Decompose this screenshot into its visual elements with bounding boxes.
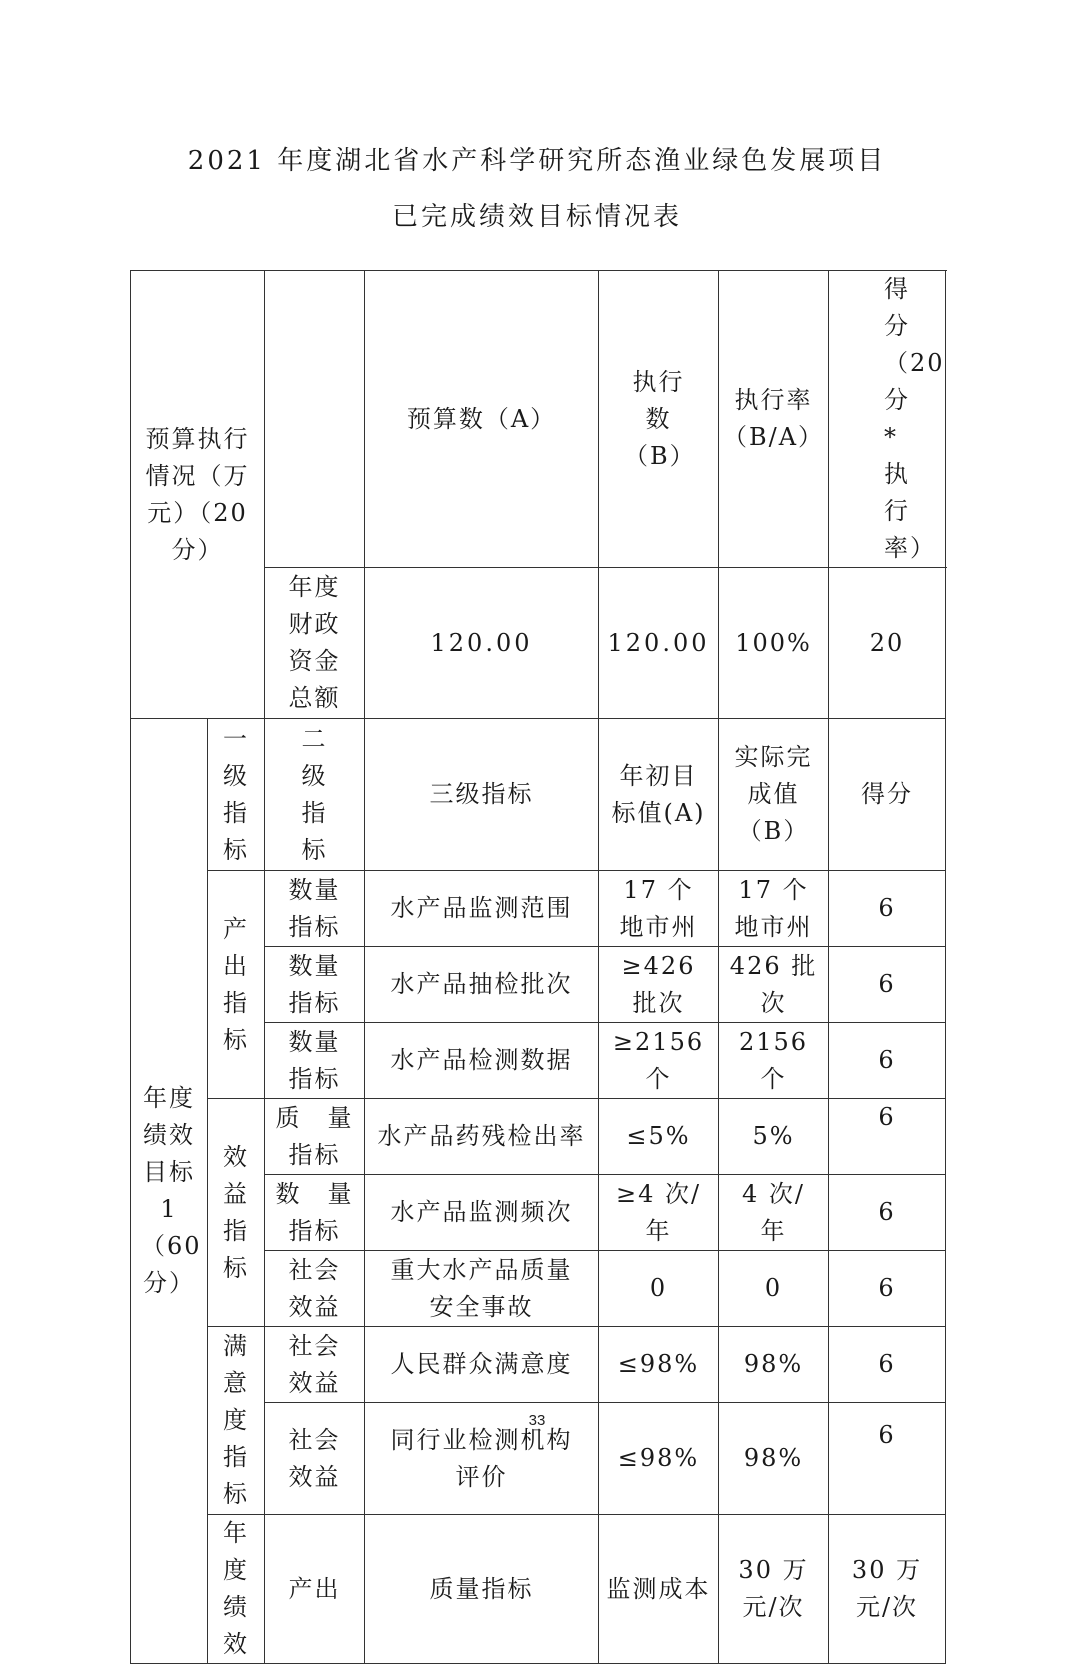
budget-section-label: 预算执行情况（万元）（20分） bbox=[131, 271, 265, 719]
level2-cell: 质 量指标 bbox=[265, 1099, 365, 1175]
level2-cell: 数 量指标 bbox=[265, 1175, 365, 1251]
header-score: 得分 bbox=[829, 719, 946, 871]
performance-table bbox=[130, 270, 946, 1664]
actual-cell: 98% bbox=[719, 1327, 829, 1403]
target-cell: ≥426批次 bbox=[599, 947, 719, 1023]
actual-cell: 98% bbox=[719, 1403, 829, 1515]
header-budget-amount: 预算数（A） bbox=[365, 271, 599, 568]
title-line-1: 2021 年度湖北省水产科学研究所态渔业绿色发展项目 bbox=[187, 146, 887, 176]
score-cell: 6 bbox=[829, 1099, 946, 1175]
header-level1: 一级指标 bbox=[208, 719, 265, 871]
level2-cell: 社会效益 bbox=[265, 1327, 365, 1403]
next-level3: 监测成本 bbox=[599, 1515, 719, 1664]
actual-cell: 17 个地市州 bbox=[719, 871, 829, 947]
budget-row-label: 年度财政资金总额 bbox=[265, 568, 365, 719]
level2-cell: 数量指标 bbox=[265, 1023, 365, 1099]
target-cell: ≥2156个 bbox=[599, 1023, 719, 1099]
budget-score-value: 20 bbox=[829, 568, 946, 719]
level3-cell: 水产品抽检批次 bbox=[365, 947, 599, 1023]
level3-cell: 水产品监测范围 bbox=[365, 871, 599, 947]
level2-cell: 社会效益 bbox=[265, 1403, 365, 1515]
group-benefit: 效益指标 bbox=[208, 1099, 265, 1327]
group-output: 产出指标 bbox=[208, 871, 265, 1099]
target-cell: 0 bbox=[599, 1251, 719, 1327]
execution-rate-value: 100% bbox=[719, 568, 829, 719]
target-cell: ≤98% bbox=[599, 1327, 719, 1403]
score-cell: 6 bbox=[829, 1327, 946, 1403]
target-cell: ≤98% bbox=[599, 1403, 719, 1515]
score-cell: 6 bbox=[829, 1175, 946, 1251]
level3-cell: 水产品监测频次 bbox=[365, 1175, 599, 1251]
next-section-label: 年度绩效 bbox=[208, 1515, 265, 1664]
header-level2: 二级指标 bbox=[265, 719, 365, 871]
target-cell: ≤5% bbox=[599, 1099, 719, 1175]
level3-cell: 水产品检测数据 bbox=[365, 1023, 599, 1099]
executed-amount-value: 120.00 bbox=[599, 568, 719, 719]
score-cell: 6 bbox=[829, 947, 946, 1023]
level2-cell: 数量指标 bbox=[265, 871, 365, 947]
budget-header-empty bbox=[265, 271, 365, 568]
score-cell: 6 bbox=[829, 871, 946, 947]
next-level1: 产出 bbox=[265, 1515, 365, 1664]
header-actual: 实际完成值（B） bbox=[719, 719, 829, 871]
group-satisfaction: 满意度指标 bbox=[208, 1327, 265, 1515]
level3-cell: 重大水产品质量安全事故 bbox=[365, 1251, 599, 1327]
level3-cell: 同行业检测机构评价 bbox=[365, 1403, 599, 1515]
header-budget-score: 得分（20分*执行率） bbox=[829, 271, 946, 568]
header-level3: 三级指标 bbox=[365, 719, 599, 871]
actual-cell: 5% bbox=[719, 1099, 829, 1175]
header-target: 年初目标值(A) bbox=[599, 719, 719, 871]
actual-cell: 4 次/年 bbox=[719, 1175, 829, 1251]
level2-cell: 社会效益 bbox=[265, 1251, 365, 1327]
score-cell: 6 bbox=[829, 1251, 946, 1327]
next-target: 30 万元/次 bbox=[719, 1515, 829, 1664]
score-cell: 6 bbox=[829, 1023, 946, 1099]
header-executed-amount: 执行数（B） bbox=[599, 271, 719, 568]
level3-cell: 人民群众满意度 bbox=[365, 1327, 599, 1403]
next-level2: 质量指标 bbox=[365, 1515, 599, 1664]
actual-cell: 426 批次 bbox=[719, 947, 829, 1023]
budget-amount-value: 120.00 bbox=[365, 568, 599, 719]
level2-cell: 数量指标 bbox=[265, 947, 365, 1023]
target-cell: ≥4 次/年 bbox=[599, 1175, 719, 1251]
actual-cell: 2156个 bbox=[719, 1023, 829, 1099]
page-number: 33 bbox=[528, 1412, 546, 1429]
actual-cell: 0 bbox=[719, 1251, 829, 1327]
header-execution-rate: 执行率（B/A） bbox=[719, 271, 829, 568]
perf-section-label: 年度绩效目标1（60分） bbox=[131, 719, 208, 1664]
next-actual: 30 万元/次 bbox=[829, 1515, 946, 1664]
target-cell: 17 个地市州 bbox=[599, 871, 719, 947]
level3-cell: 水产品药残检出率 bbox=[365, 1099, 599, 1175]
score-cell: 6 bbox=[829, 1403, 946, 1515]
title-line-2: 已完成绩效目标情况表 bbox=[391, 202, 682, 232]
